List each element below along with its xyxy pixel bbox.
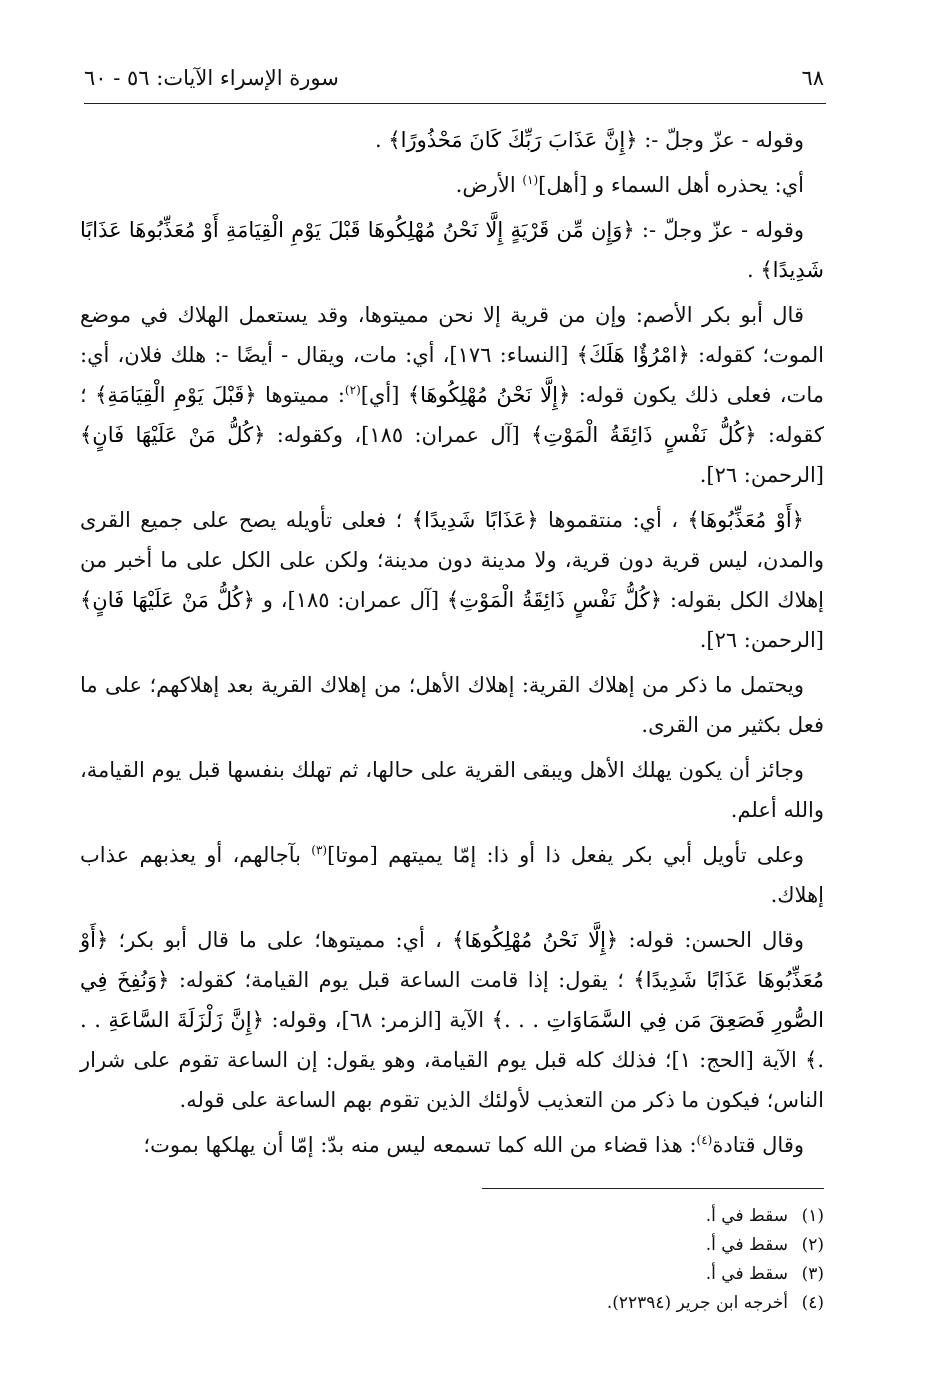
quran-quote: ﴿عَذَابًا شَدِيدًا﴾ <box>411 508 539 532</box>
footnote-number: (١) <box>801 1206 824 1226</box>
paragraph <box>80 665 824 745</box>
page-number: ٦٨ <box>801 66 824 90</box>
paragraph <box>80 120 824 160</box>
quran-quote: ﴿أَوْ مُعَذِّبُوهَا﴾ <box>687 508 804 532</box>
text-run: ويحتمل ما ذكر من إهلاك القرية: إهلاك الأهل؛ من إهلاك القرية بعد إهلاكهم؛ على ما فعل بكثير من القرى. <box>80 673 824 737</box>
text-run: الأرض. <box>455 173 523 197</box>
text-run: الآية [الحج: ١]؛ فذلك كله قبل يوم القيامة، وهو يقول: إن الساعة تقوم على شرار الناس؛ فيكون ما ذكر من التعذيب لأولئك الذين تقوم بهم الساعة على قوله. <box>80 1048 824 1112</box>
text-run: وقال قتادة <box>712 1133 804 1157</box>
text-run: [الرحمن: ٢٦]. <box>699 463 824 487</box>
paragraph <box>80 1125 824 1165</box>
footnote-number: (٢) <box>801 1235 824 1255</box>
text-run: وقوله - عزّ وجلّ -: <box>637 128 804 152</box>
footnote-number: (٣) <box>801 1264 824 1284</box>
text-run: وجائز أن يكون يهلك الأهل ويبقى القرية على حالها، ثم تهلك بنفسها قبل يوم القيامة، والله أعلم. <box>80 758 824 822</box>
text-run: ، أي: مميتوها؛ على ما قال أبو بكر؛ <box>108 928 453 952</box>
header-rule <box>84 103 826 104</box>
page-header <box>84 58 824 98</box>
text-run: [الرحمن: ٢٦]. <box>699 628 824 652</box>
text-run: وعلى تأويل أبي بكر يفعل ذا أو ذا: إمّا يميتهم [موتا] <box>327 843 804 867</box>
quran-quote: ﴿كُلُّ نَفْسٍ ذَائِقَةُ الْمَوْتِ﴾ <box>446 588 663 612</box>
text-run: بآجالهم، أو يعذبهم عذاب إهلاك. <box>80 843 824 907</box>
footnote-text: أخرجه ابن جرير (٢٢٣٩٤). <box>606 1293 788 1313</box>
quran-quote: ﴿كُلُّ مَنْ عَلَيْهَا فَانٍ﴾ <box>80 423 266 447</box>
text-run: وقال الحسن: قوله: <box>618 928 804 952</box>
paragraph <box>80 165 824 205</box>
quran-quote: ﴿امْرُؤٌا هَلَكَ﴾ <box>576 343 690 367</box>
paragraph <box>80 750 824 830</box>
quran-quote: ﴿وَنُفِخَ فِي الصُّورِ فَصَعِقَ مَن فِي السَّمَاوَاتِ . . .﴾ <box>80 968 824 1032</box>
footnote <box>540 1202 824 1231</box>
footnote <box>540 1231 824 1260</box>
text-run: [آل عمران: ١٨٥]، وكقوله: <box>265 423 531 447</box>
text-run: [النساء: ١٧٦]، أي: مات، ويقال - أيضًا -: هلك فلان، أي: مات، فعلى ذلك يكون قوله: <box>80 343 824 407</box>
paragraph <box>80 500 824 660</box>
paragraph <box>80 835 824 915</box>
main-text <box>80 120 824 1170</box>
running-head: سورة الإسراء الآيات: ٥٦ - ٦٠ <box>84 66 339 90</box>
text-run: [آل عمران: ١٨٥]، و <box>254 588 447 612</box>
paragraph <box>80 920 824 1120</box>
footnote-text: سقط في أ. <box>705 1235 788 1255</box>
quran-quote: ﴿وَإِن مِّن قَرْيَةٍ إِلَّا نَحْنُ مُهْلِكُوهَا قَبْلَ يَوْمِ الْقِيَامَةِ أَوْ مُعَذِّبُوهَا عَذَابًا شَدِيدًا﴾ <box>80 218 824 282</box>
quran-quote: ﴿أَوْ مُعَذِّبُوهَا عَذَابًا شَدِيدًا﴾ <box>80 928 824 992</box>
text-run: . <box>747 258 761 282</box>
text-run: أي: يحذره أهل السماء و [أهل] <box>538 173 804 197</box>
text-run: ؛ كقوله: <box>80 383 825 447</box>
quran-quote: ﴿كُلُّ مَنْ عَلَيْهَا فَانٍ﴾ <box>80 588 255 612</box>
footnote <box>540 1260 824 1289</box>
text-run: قال أبو بكر الأصم: وإن من قرية إلا نحن مميتوها، وقد يستعمل الهلاك في موضع الموت؛ كقوله: <box>80 303 825 367</box>
text-run: [أي] <box>360 383 408 407</box>
text-run: وقوله - عزّ وجلّ -: <box>634 218 804 242</box>
paragraph <box>80 295 824 495</box>
text-run: ، أي: منتقموها <box>538 508 688 532</box>
footnote-text: سقط في أ. <box>705 1264 788 1284</box>
quran-quote: ﴿إِنَّ زَلْزَلَةَ السَّاعَةِ . . .﴾ <box>80 1008 824 1072</box>
text-run: : هذا قضاء من الله كما تسمعه ليس منه بدّ: إمّا أن يهلكها بموت؛ <box>143 1133 697 1157</box>
text-run: ؛ فعلى تأويله يصح على جميع القرى والمدن، ليس قرية دون قرية، ولا مدينة دون مدينة؛ ولكن على الكل على ما أخبر من إهلاك الكل بقوله: <box>80 508 825 612</box>
footnotes <box>540 1202 824 1318</box>
text-run: : مميتوها <box>256 383 345 407</box>
quran-quote: ﴿إِلَّا نَحْنُ مُهْلِكُوهَا﴾ <box>407 383 571 407</box>
footnote <box>540 1289 824 1318</box>
footnote-text: سقط في أ. <box>705 1206 788 1226</box>
quran-quote: ﴿قَبْلَ يَوْمِ الْقِيَامَةِ﴾ <box>95 383 257 407</box>
footnote-number: (٤) <box>801 1293 824 1313</box>
paragraph <box>80 210 824 290</box>
footnote-ref: (٣) <box>311 843 328 857</box>
quran-quote: ﴿إِنَّ عَذَابَ رَبِّكَ كَانَ مَحْذُورًا﴾ <box>388 128 638 152</box>
quran-quote: ﴿إِلَّا نَحْنُ مُهْلِكُوهَا﴾ <box>452 928 619 952</box>
footnote-ref: (٤) <box>696 1133 713 1147</box>
footnote-ref: (٢) <box>344 383 361 397</box>
text-run: الآية [الزمر: ٦٨]، وقوله: <box>263 1008 492 1032</box>
quran-quote: ﴿كُلُّ نَفْسٍ ذَائِقَةُ الْمَوْتِ﴾ <box>530 423 757 447</box>
footnote-rule <box>482 1188 824 1189</box>
text-run: . <box>374 128 389 152</box>
text-run: ؛ يقول: إذا قامت الساعة قبل يوم القيامة؛ كقوله: <box>169 968 634 992</box>
footnote-ref: (١) <box>522 173 539 187</box>
